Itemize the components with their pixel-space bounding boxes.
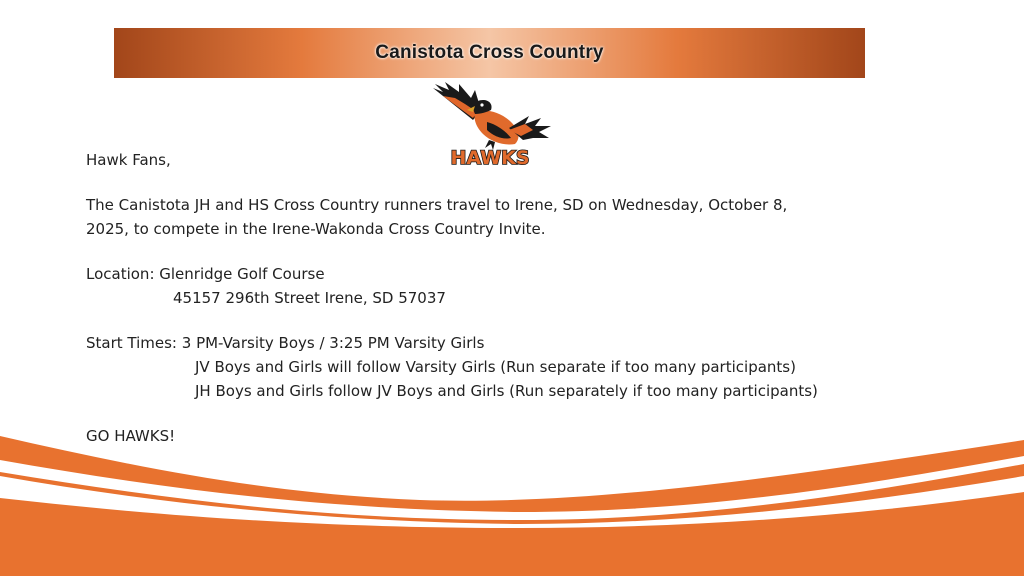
jh-line: JH Boys and Girls follow JV Boys and Girls (Run separately if too many participants) [195,382,818,400]
greeting: Hawk Fans, [86,151,171,169]
address-line: 45157 296th Street Irene, SD 57037 [173,289,446,307]
jv-line: JV Boys and Girls will follow Varsity Girls (Run separate if too many participants) [195,358,796,376]
letter-body [86,148,966,448]
title-banner [114,28,865,78]
start-times-line: Start Times: 3 PM-Varsity Boys / 3:25 PM Varsity Girls [86,334,485,352]
closing-line: GO HAWKS! [86,427,176,445]
logo-wordmark: HAWKS [450,147,530,168]
banner-title: Canistota Cross Country [375,42,604,63]
intro-line-2: 2025, to compete in the Irene-Wakonda Cross Country Invite. [86,220,546,238]
location-line: Location: Glenridge Golf Course [86,265,325,283]
intro-line-1: The Canistota JH and HS Cross Country runners travel to Irene, SD on Wednesday, October 8, [86,196,788,214]
orange-wave-footer [0,420,1024,576]
